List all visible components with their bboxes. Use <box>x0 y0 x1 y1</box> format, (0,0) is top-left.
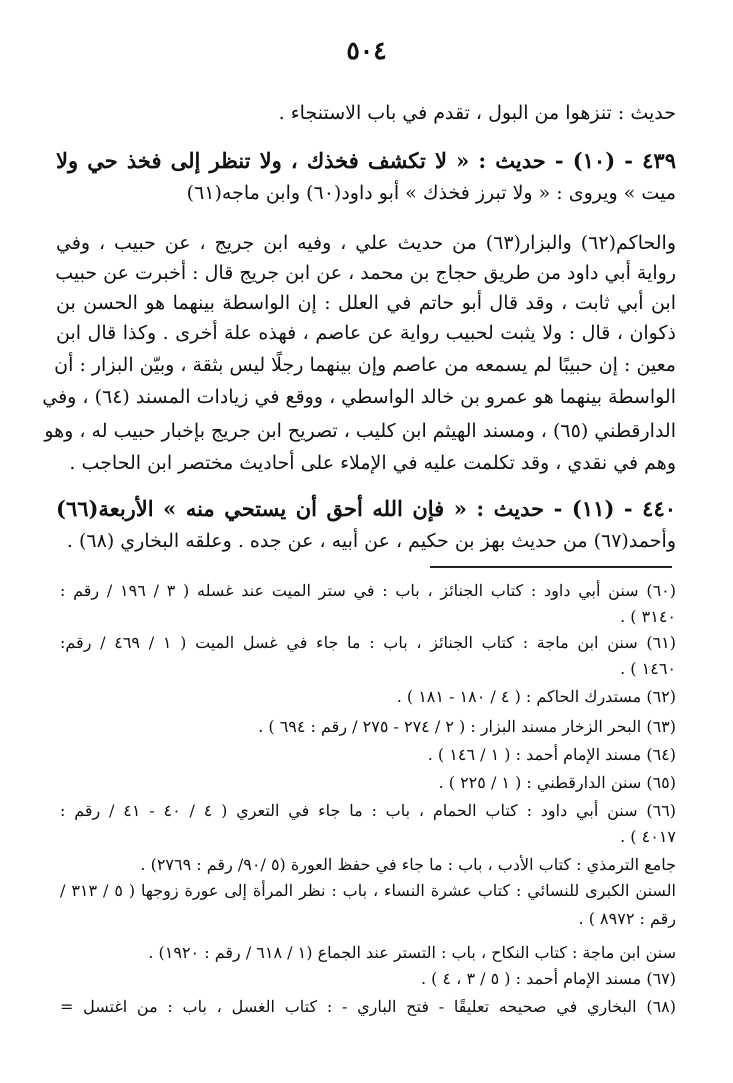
footnote-line: (٦٤) مسند الإمام أحمد : ( ١ / ١٤٦ ) . <box>427 745 676 764</box>
footnote-line: (٦٦) سنن أبي داود : كتاب الحمام ، باب : ما جاء في التعري ( ٤ / ٤٠ - ٤١ / رقم : <box>60 801 677 820</box>
footnote-line: ٣١٤٠ ) . <box>620 607 676 626</box>
page-number: ٥٠٤ <box>346 36 387 65</box>
hadith-heading-439: ٤٣٩ - (١٠) - حديث : « لا تكشف فخذك ، ولا تنظر إلى فخذ حي ولا <box>56 148 676 173</box>
footnote-line: جامع الترمذي : كتاب الأدب ، باب : ما جاء في حفظ العورة (٥ /٩٠/ رقم : ٢٧٦٩) . <box>140 855 676 874</box>
text-line: ابن أبي ثابت ، وقد قال أبو حاتم في العلل : إن الواسطة بينهما هو الحسن بن <box>56 292 676 314</box>
text-line: والحاكم(٦٢) والبزار(٦٣) من حديث علي ، وفيه ابن جريج ، عن حبيب ، وفي <box>56 232 676 254</box>
text-line: الدارقطني (٦٥) ، ومسند الهيثم ابن كليب ، تصريح ابن جريج بإخبار حبيب له ، وهو <box>44 420 676 442</box>
footnote-line: السنن الكبرى للنسائي : كتاب عشرة النساء ، باب : نظر المرأة إلى عورة زوجها ( ٥ / ٣١٣ / <box>60 881 676 900</box>
footnote-divider <box>430 566 672 568</box>
text-line: ميت » ويروى : « ولا تبرز فخذك » أبو داود(٦٠) وابن ماجه(٦١) <box>186 182 676 204</box>
text-line: ذكوان ، قال : ولا يثبت لحبيب رواية عن عاصم ، فهذه علة أخرى . وكذا قال ابن <box>56 322 676 344</box>
footnote-line: (٦٣) البحر الزخار مسند البزار : ( ٢ / ٢٧٤ - ٢٧٥ / رقم : ٦٩٤ ) . <box>258 717 676 736</box>
footnote-line: سنن ابن ماجة : كتاب النكاح ، باب : التستر عند الجماع (١ / ٦١٨ / رقم : ١٩٢٠) . <box>148 943 676 962</box>
footnote-line: (٦٥) سنن الدارقطني : ( ١ / ٢٢٥ ) . <box>438 773 676 792</box>
footnote-line: ٤٠١٧ ) . <box>620 827 676 846</box>
footnote-line: (٦٠) سنن أبي داود : كتاب الجنائز ، باب : في ستر الميت عند غسله ( ٣ / ١٩٦ / رقم : <box>60 581 677 600</box>
footnote-line: (٦١) سنن ابن ماجة : كتاب الجنائز ، باب : ما جاء في غسل الميت ( ١ / ٤٦٩ / رقم: <box>60 633 677 652</box>
footnote-line: رقم : ٨٩٧٢ ) . <box>578 909 676 928</box>
text-line: معين : إن حبيبًا لم يسمعه من عاصم وإن بينهما رجلًا ليس بثقة ، وبيّن البزار : أن <box>54 354 676 376</box>
footnote-line: (٦٧) مسند الإمام أحمد : ( ٥ / ٣ ، ٤ ) . <box>421 969 676 988</box>
hadith-heading-440: ٤٤٠ - (١١) - حديث : « فإن الله أحق أن يستحي منه » الأربعة(٦٦) <box>56 496 677 521</box>
footnote-line: (٦٨) البخاري في صحيحه تعليقًا - فتح الباري - : كتاب الغسل ، باب : من اغتسل = <box>60 997 676 1016</box>
text-line: الواسطة بينهما هو عمرو بن خالد الواسطي ، ووقع في زيادات المسند (٦٤) ، وفي <box>42 386 676 408</box>
text-line: وهم في نقدي ، وقد تكلمت عليه في الإملاء على أحاديث مختصر ابن الحاجب . <box>69 452 676 474</box>
text-line: رواية أبي داود من طريق حجاج بن محمد ، عن ابن جريج قال : أخبرت عن حبيب <box>55 262 676 284</box>
footnote-line: ١٤٦٠ ) . <box>620 659 676 678</box>
footnote-line: (٦٢) مستدرك الحاكم : ( ٤ / ١٨٠ - ١٨١ ) . <box>396 687 676 706</box>
text-line: حديث : تنزهوا من البول ، تقدم في باب الاستنجاء . <box>278 102 676 124</box>
text-line: وأحمد(٦٧) من حديث بهز بن حكيم ، عن أبيه ، عن جده . وعلقه البخاري (٦٨) . <box>66 530 676 552</box>
